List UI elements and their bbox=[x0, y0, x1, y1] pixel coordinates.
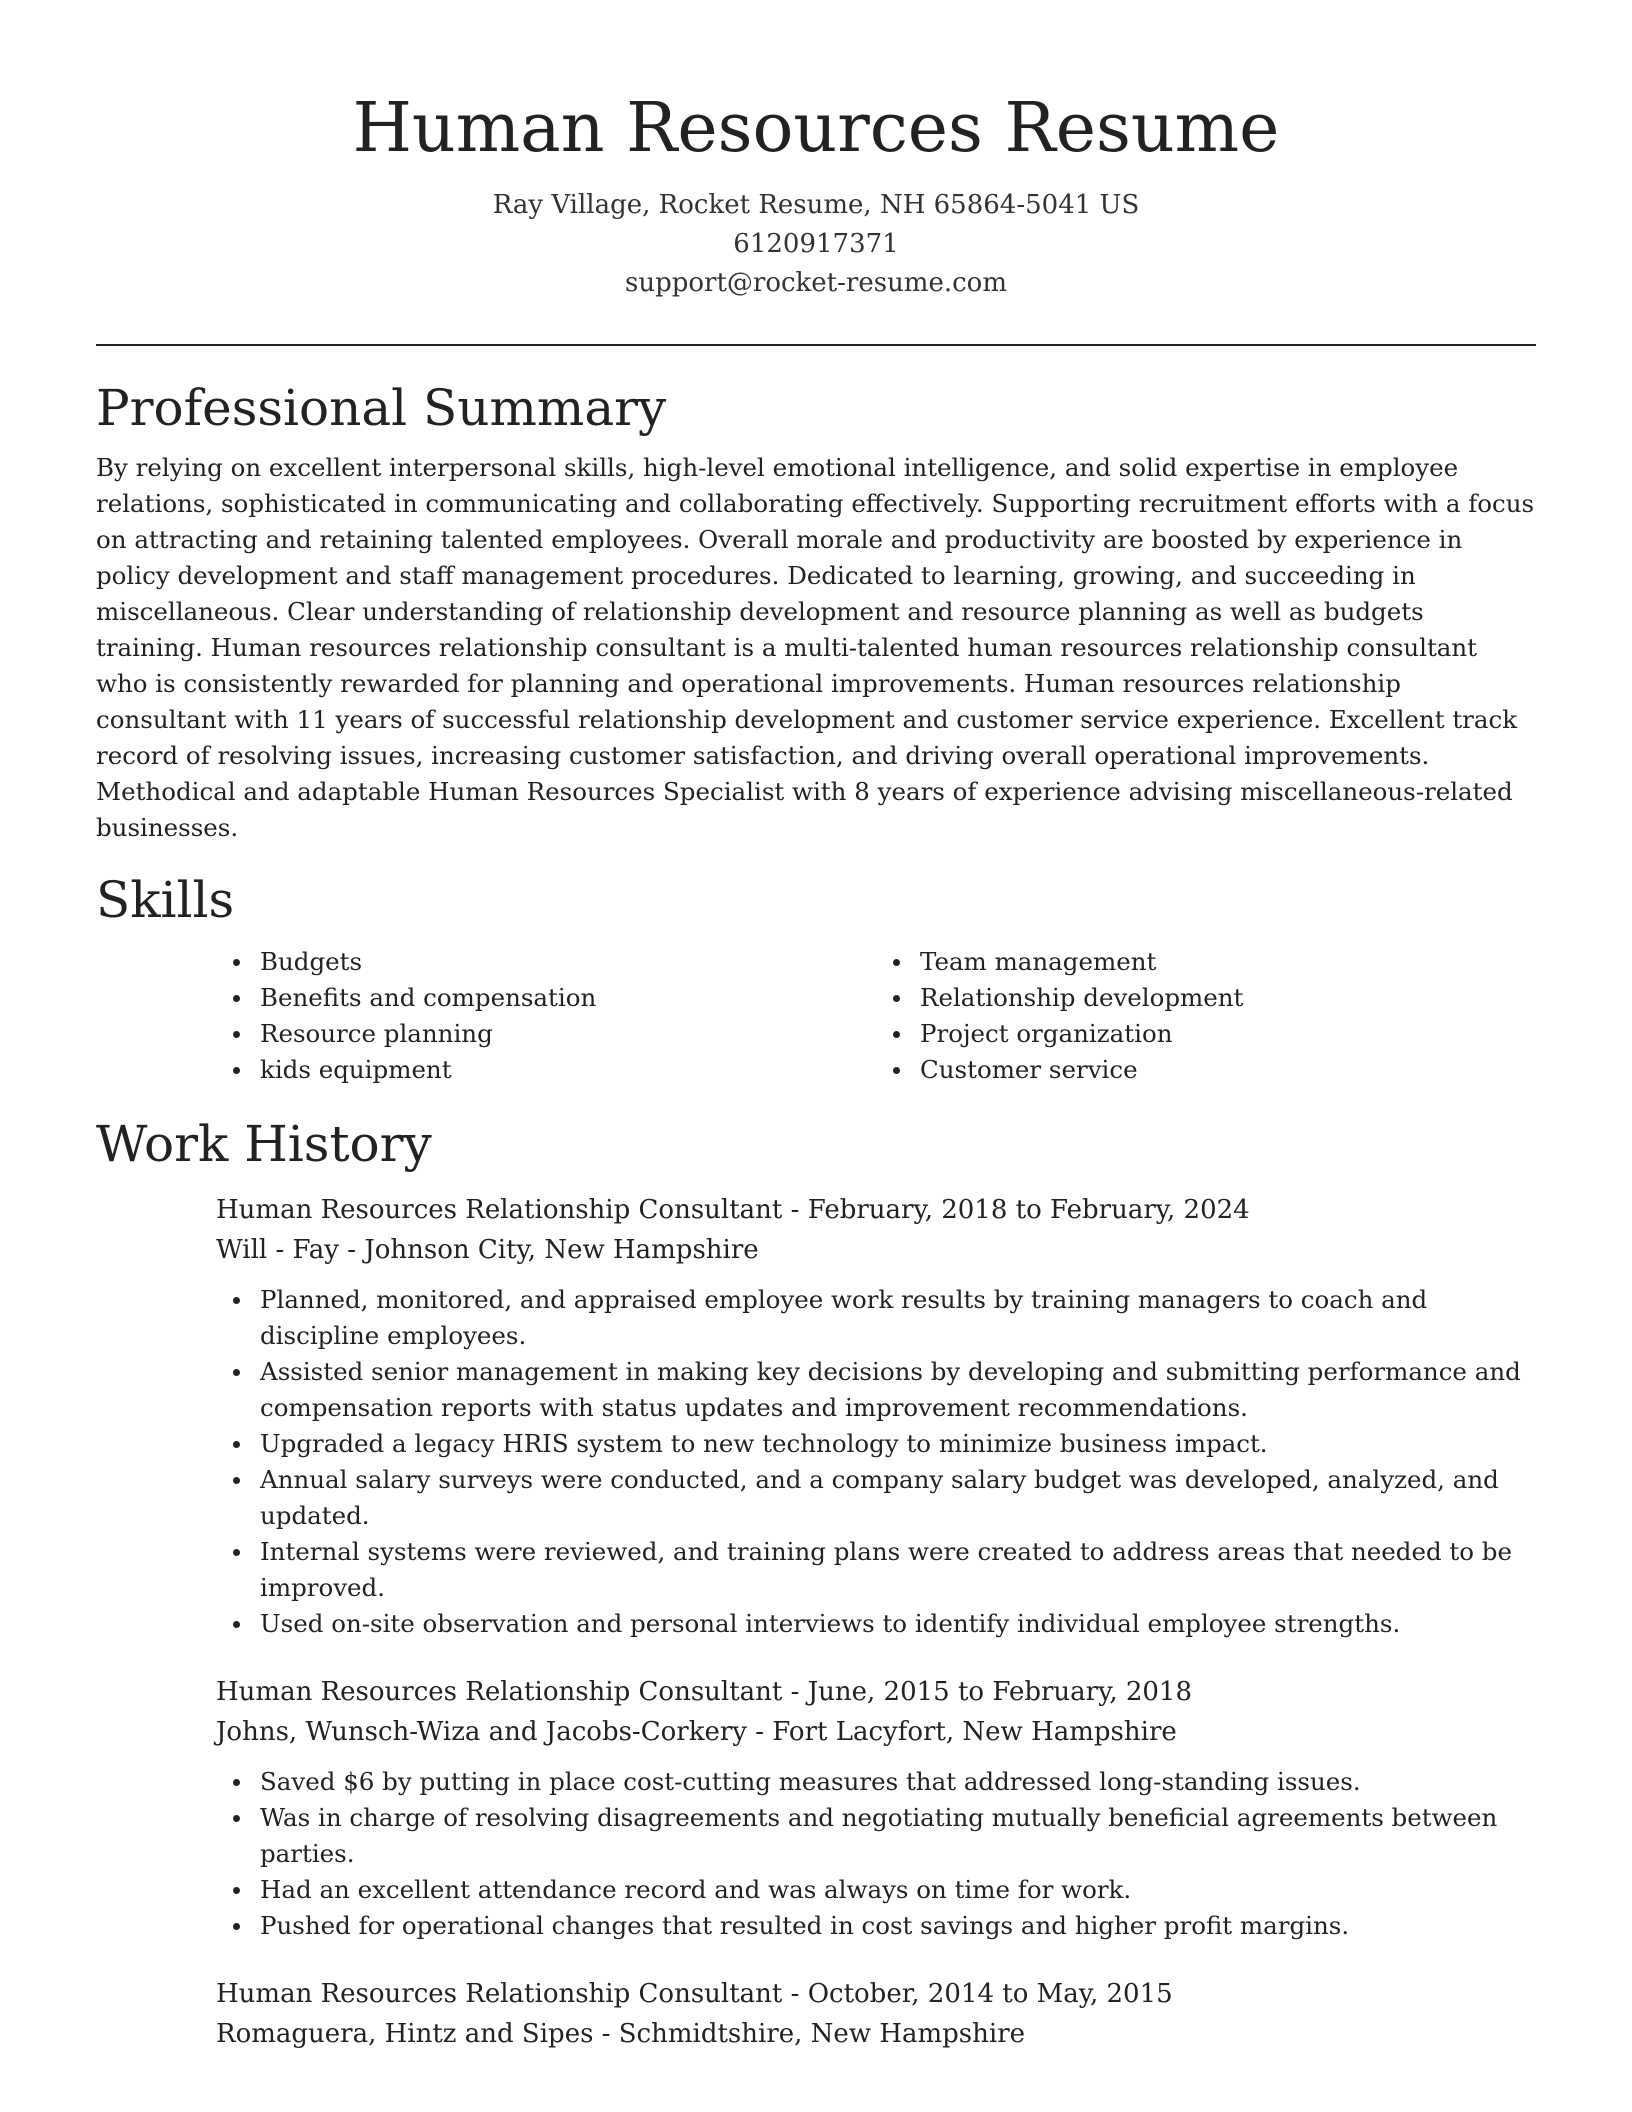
job-location: Schmidtshire, New Hampshire bbox=[618, 2019, 1026, 2049]
skill-item: Project organization bbox=[920, 1016, 1536, 1052]
separator: - bbox=[339, 1235, 365, 1265]
job-dates: June, 2015 to February, 2018 bbox=[807, 1677, 1193, 1707]
employer: Johns, Wunsch-Wiza and Jacobs-Corkery bbox=[216, 1717, 747, 1747]
separator: - bbox=[593, 2019, 619, 2049]
work-history-section bbox=[96, 1112, 1536, 2054]
job-title: Human Resources Relationship Consultant bbox=[216, 1677, 783, 1707]
job-bullet: Saved $6 by putting in place cost-cutting measures that addressed long-standing issues. bbox=[260, 1764, 1536, 1800]
skills-grid bbox=[216, 944, 1536, 1088]
job-title-line bbox=[216, 1974, 1536, 2014]
skill-item: Budgets bbox=[260, 944, 876, 980]
separator: - bbox=[782, 1677, 808, 1707]
skills-section bbox=[96, 868, 1536, 1088]
job-bullet: Annual salary surveys were conducted, and a company salary budget was developed, analyzed, and updated. bbox=[260, 1462, 1536, 1534]
job-title: Human Resources Relationship Consultant bbox=[216, 1979, 783, 2009]
job-title-line bbox=[216, 1672, 1536, 1712]
job-location: Fort Lacyfort, New Hampshire bbox=[772, 1717, 1177, 1747]
job-employer-line bbox=[216, 1712, 1536, 1752]
skills-column-right bbox=[876, 944, 1536, 1088]
separator: - bbox=[782, 1979, 808, 2009]
skill-item: Resource planning bbox=[260, 1016, 876, 1052]
resume-header bbox=[96, 0, 1536, 303]
job-dates: February, 2018 to February, 2024 bbox=[807, 1195, 1250, 1225]
job-employer-line bbox=[216, 2014, 1536, 2054]
job-bullet: Pushed for operational changes that resulted in cost savings and higher profit margins. bbox=[260, 1908, 1536, 1944]
header-divider bbox=[96, 344, 1536, 346]
email-address: support@rocket-resume.com bbox=[624, 268, 1007, 298]
job-bullet: Used on-site observation and personal interviews to identify individual employee strengths. bbox=[260, 1606, 1536, 1642]
job-entry bbox=[216, 1974, 1536, 2054]
section-heading-summary: Professional Summary bbox=[96, 379, 667, 437]
resume-title: Human Resources Resume bbox=[352, 89, 1280, 168]
job-location: Johnson City, New Hampshire bbox=[364, 1235, 759, 1265]
job-bullet: Assisted senior management in making key decisions by developing and submitting performance and compensation reports with status updates and improvement recommendations. bbox=[260, 1354, 1536, 1426]
job-title-line bbox=[216, 1190, 1536, 1230]
skill-item: Customer service bbox=[920, 1052, 1536, 1088]
skill-item: Benefits and compensation bbox=[260, 980, 876, 1016]
section-heading-work: Work History bbox=[96, 1115, 432, 1173]
skill-item: Team management bbox=[920, 944, 1536, 980]
section-heading-skills: Skills bbox=[96, 871, 235, 929]
job-entry bbox=[216, 1672, 1536, 1944]
employer: Will - Fay bbox=[216, 1235, 339, 1265]
job-bullet: Internal systems were reviewed, and training plans were created to address areas that needed to be improved. bbox=[260, 1534, 1536, 1606]
employer: Romaguera, Hintz and Sipes bbox=[216, 2019, 594, 2049]
job-bullets bbox=[216, 1282, 1536, 1642]
separator: - bbox=[782, 1195, 808, 1225]
skill-item: kids equipment bbox=[260, 1052, 876, 1088]
job-title: Human Resources Relationship Consultant bbox=[216, 1195, 783, 1225]
contact-info bbox=[96, 186, 1536, 303]
skill-item: Relationship development bbox=[920, 980, 1536, 1016]
job-bullet: Planned, monitored, and appraised employee work results by training managers to coach and discipline employees. bbox=[260, 1282, 1536, 1354]
job-bullet: Had an excellent attendance record and was always on time for work. bbox=[260, 1872, 1536, 1908]
professional-summary-section bbox=[96, 376, 1536, 846]
phone-number: 6120917371 bbox=[733, 229, 899, 259]
job-dates: October, 2014 to May, 2015 bbox=[807, 1979, 1173, 2009]
job-entry bbox=[216, 1190, 1536, 1642]
skills-column-left bbox=[216, 944, 876, 1088]
job-bullets bbox=[216, 1764, 1536, 1944]
summary-text: By relying on excellent interpersonal skills, high-level emotional intelligence, and solid expertise in employee relations, sophisticated in communicating and collaborating effectively. Supporting recruitment efforts with a focus on attracting and retaining talented employees. Overall morale and productivity are boosted by experience in policy development and staff management procedures. Dedicated to learning, growing, and succeeding in miscellaneous. Clear understanding of relationship development and resource planning as well as budgets training. Human resources relationship consultant is a multi-talented human resources relationship consultant who is consistently rewarded for planning and operational improvements. Human resources relationship consultant with 11 years of successful relationship development and customer service experience. Excellent track record of resolving issues, increasing customer satisfaction, and driving overall operational improvements. Methodical and adaptable Human Resources Specialist with 8 years of experience advising miscellaneous-related businesses. bbox=[96, 453, 1535, 842]
job-bullet: Was in charge of resolving disagreements and negotiating mutually beneficial agreements between parties. bbox=[260, 1800, 1536, 1872]
job-bullet: Upgraded a legacy HRIS system to new technology to minimize business impact. bbox=[260, 1426, 1536, 1462]
separator: - bbox=[746, 1717, 773, 1747]
address: Ray Village, Rocket Resume, NH 65864-5041 US bbox=[492, 190, 1140, 220]
job-employer-line bbox=[216, 1230, 1536, 1270]
